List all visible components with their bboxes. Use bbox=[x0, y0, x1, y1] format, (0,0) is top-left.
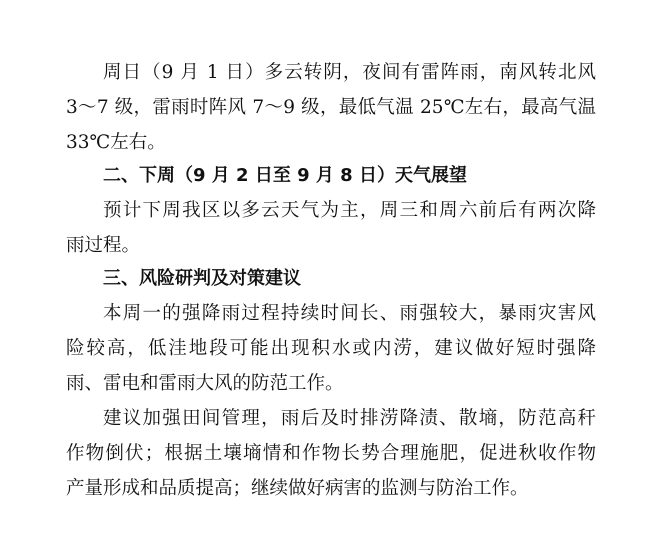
paragraph-2-line-2: 雨过程。 bbox=[66, 235, 141, 256]
paragraph-4-line-2: 作物倒伏；根据土壤墒情和作物长势合理施肥，促进秋收作物 bbox=[66, 443, 596, 464]
paragraph-2-line-1: 预计下周我区以多云天气为主，周三和周六前后有两次降 bbox=[103, 200, 596, 221]
section-heading-3: 三、风险研判及对策建议 bbox=[103, 268, 301, 289]
paragraph-4-line-3: 产量形成和品质提高；继续做好病害的监测与防治工作。 bbox=[66, 478, 529, 499]
section-heading-2: 二、下周（9 月 2 日至 9 月 8 日）天气展望 bbox=[103, 165, 467, 186]
paragraph-3-line-2: 险较高，低洼地段可能出现积水或内涝，建议做好短时强降 bbox=[66, 338, 596, 359]
paragraph-1-line-1: 周日（9 月 1 日）多云转阴，夜间有雷阵雨，南风转北风 bbox=[103, 62, 596, 83]
paragraph-1-line-3: 33℃左右。 bbox=[66, 132, 166, 153]
paragraph-3-line-3: 雨、雷电和雷雨大风的防范工作。 bbox=[66, 373, 344, 394]
document-page bbox=[66, 0, 596, 548]
paragraph-3-line-1: 本周一的强降雨过程持续时间长、雨强较大，暴雨灾害风 bbox=[103, 303, 596, 324]
paragraph-1-line-2: 3～7 级，雷雨时阵风 7～9 级，最低气温 25℃左右，最高气温 bbox=[66, 97, 596, 118]
paragraph-4-line-1: 建议加强田间管理，雨后及时排涝降渍、散墒，防范高秆 bbox=[103, 408, 596, 429]
